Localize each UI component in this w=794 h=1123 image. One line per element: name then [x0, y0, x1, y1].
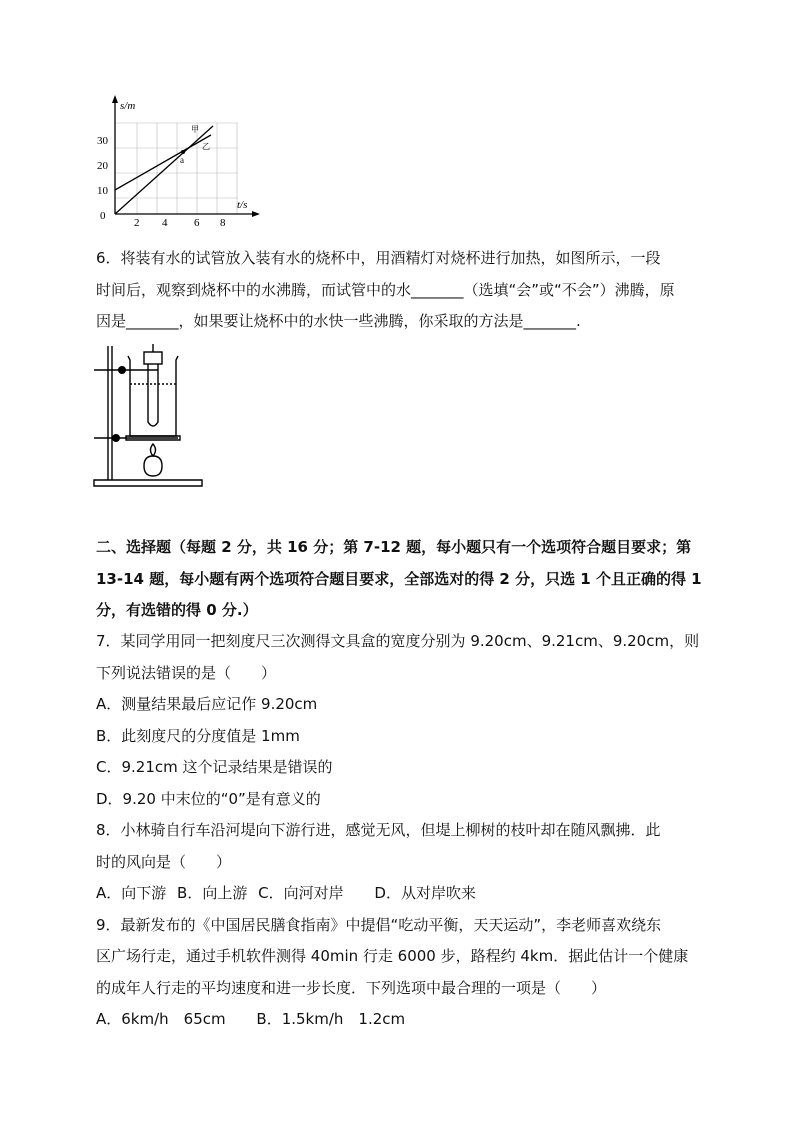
q7-option-a[interactable]: A．测量结果最后应记作 9.20cm: [96, 695, 318, 713]
st-graph: [96, 92, 266, 228]
q6-line-3: 因是_______，如果要让烧杯中的水快一些沸腾，你采取的方法是_______.: [96, 312, 581, 330]
q7-option-b[interactable]: B．此刻度尺的分度值是 1mm: [96, 726, 300, 745]
line-b: [115, 135, 211, 190]
intersection-point: [181, 150, 185, 154]
section-line-1: 二、选择题（每题 2 分，共 16 分；第 7-12 题，每小题只有一个选项符合题目要求；第: [96, 538, 692, 556]
q9-option-a[interactable]: A．6km/h 65cm: [96, 1010, 226, 1028]
q6-line-1: 6．将装有水的试管放入装有水的烧杯中，用酒精灯对烧杯进行加热，如图所示，一段: [96, 249, 661, 267]
questions-block: [96, 626, 706, 1036]
test-tube-clamp: [144, 352, 162, 364]
line-a-label: 甲: [191, 125, 199, 134]
x-tick-4: 4: [162, 217, 168, 228]
x-tick-6: 6: [194, 217, 200, 228]
beaker: [128, 356, 178, 436]
y-tick-30: 30: [97, 135, 108, 147]
y-tick-20: 20: [97, 160, 108, 172]
q7-option-c[interactable]: C．9.21cm 这个记录结果是错误的: [96, 758, 333, 776]
q8-option-d[interactable]: D．从对岸吹来: [374, 884, 476, 902]
y-axis-arrow: [112, 95, 118, 103]
x-tick-8: 8: [220, 217, 226, 228]
x-axis-arrow: [252, 211, 260, 217]
q6-line-2: 时间后，观察到烧杯中的水沸腾，而试管中的水_______（选填“会”或“不会”）沸腾，原: [96, 280, 675, 299]
line-a: [115, 126, 213, 214]
q7-option-d[interactable]: D．9.20 中末位的“0”是有意义的: [96, 789, 321, 808]
q9-stem-line-1: 9．最新发布的《中国居民膳食指南》中提倡“吃动平衡，天天运动”，李老师喜欢绕东: [96, 915, 662, 934]
q8-option-a[interactable]: A．向下游: [96, 884, 167, 902]
question-6: [96, 243, 706, 338]
graph-grid: [115, 123, 238, 214]
q9-stem-line-3: 的成年人行走的平均速度和进一步长度．下列选项中最合理的一项是（ ）: [96, 978, 607, 997]
y-tick-10: 10: [97, 185, 108, 197]
x-tick-2: 2: [134, 217, 140, 228]
line-b-label: 乙: [202, 142, 210, 151]
alcohol-lamp: [144, 456, 162, 476]
section-heading: [96, 532, 706, 627]
q8-option-c[interactable]: C．向河对岸: [258, 884, 344, 902]
q9-options: [96, 1004, 706, 1036]
y-axis-label: s/m: [120, 100, 136, 112]
y-tick-0: 0: [100, 210, 106, 222]
section-line-2: 13-14 题，每小题有两个选项符合题目要求，全部选对的得 2 分，只选 1 个且正确的得 1: [96, 569, 702, 588]
test-tube: [148, 364, 158, 426]
q8-options: [96, 878, 706, 910]
heating-apparatus-diagram: [92, 340, 212, 490]
ring-knob: [112, 434, 120, 442]
clamp-knob: [118, 366, 126, 374]
q7-stem-line-1: 7．某同学用同一把刻度尺三次测得文具盒的宽度分别为 9.20cm、9.21cm、9.20cm，则: [96, 632, 700, 650]
stand-base: [94, 480, 202, 486]
q7-stem-line-2: 下列说法错误的是（ ）: [96, 663, 277, 682]
x-axis-label: t/s: [237, 199, 248, 211]
q8-stem-line-2: 时的风向是（ ）: [96, 852, 232, 871]
lamp-flame: [151, 444, 156, 456]
q9-option-b[interactable]: B．1.5km/h 1.2cm: [256, 1010, 406, 1028]
section-line-3: 分，有选错的得 0 分.）: [96, 601, 258, 619]
q9-stem-line-2: 区广场行走，通过手机软件测得 40min 行走 6000 步，路程约 4km．据此估计一个健康: [96, 947, 689, 965]
q8-stem-line-1: 8．小林骑自行车沿河堤向下游行进，感觉无风，但堤上柳树的枝叶却在随风飘拂．此: [96, 821, 661, 839]
intersection-label: a: [180, 155, 184, 165]
q8-option-b[interactable]: B．向上游: [177, 884, 248, 902]
